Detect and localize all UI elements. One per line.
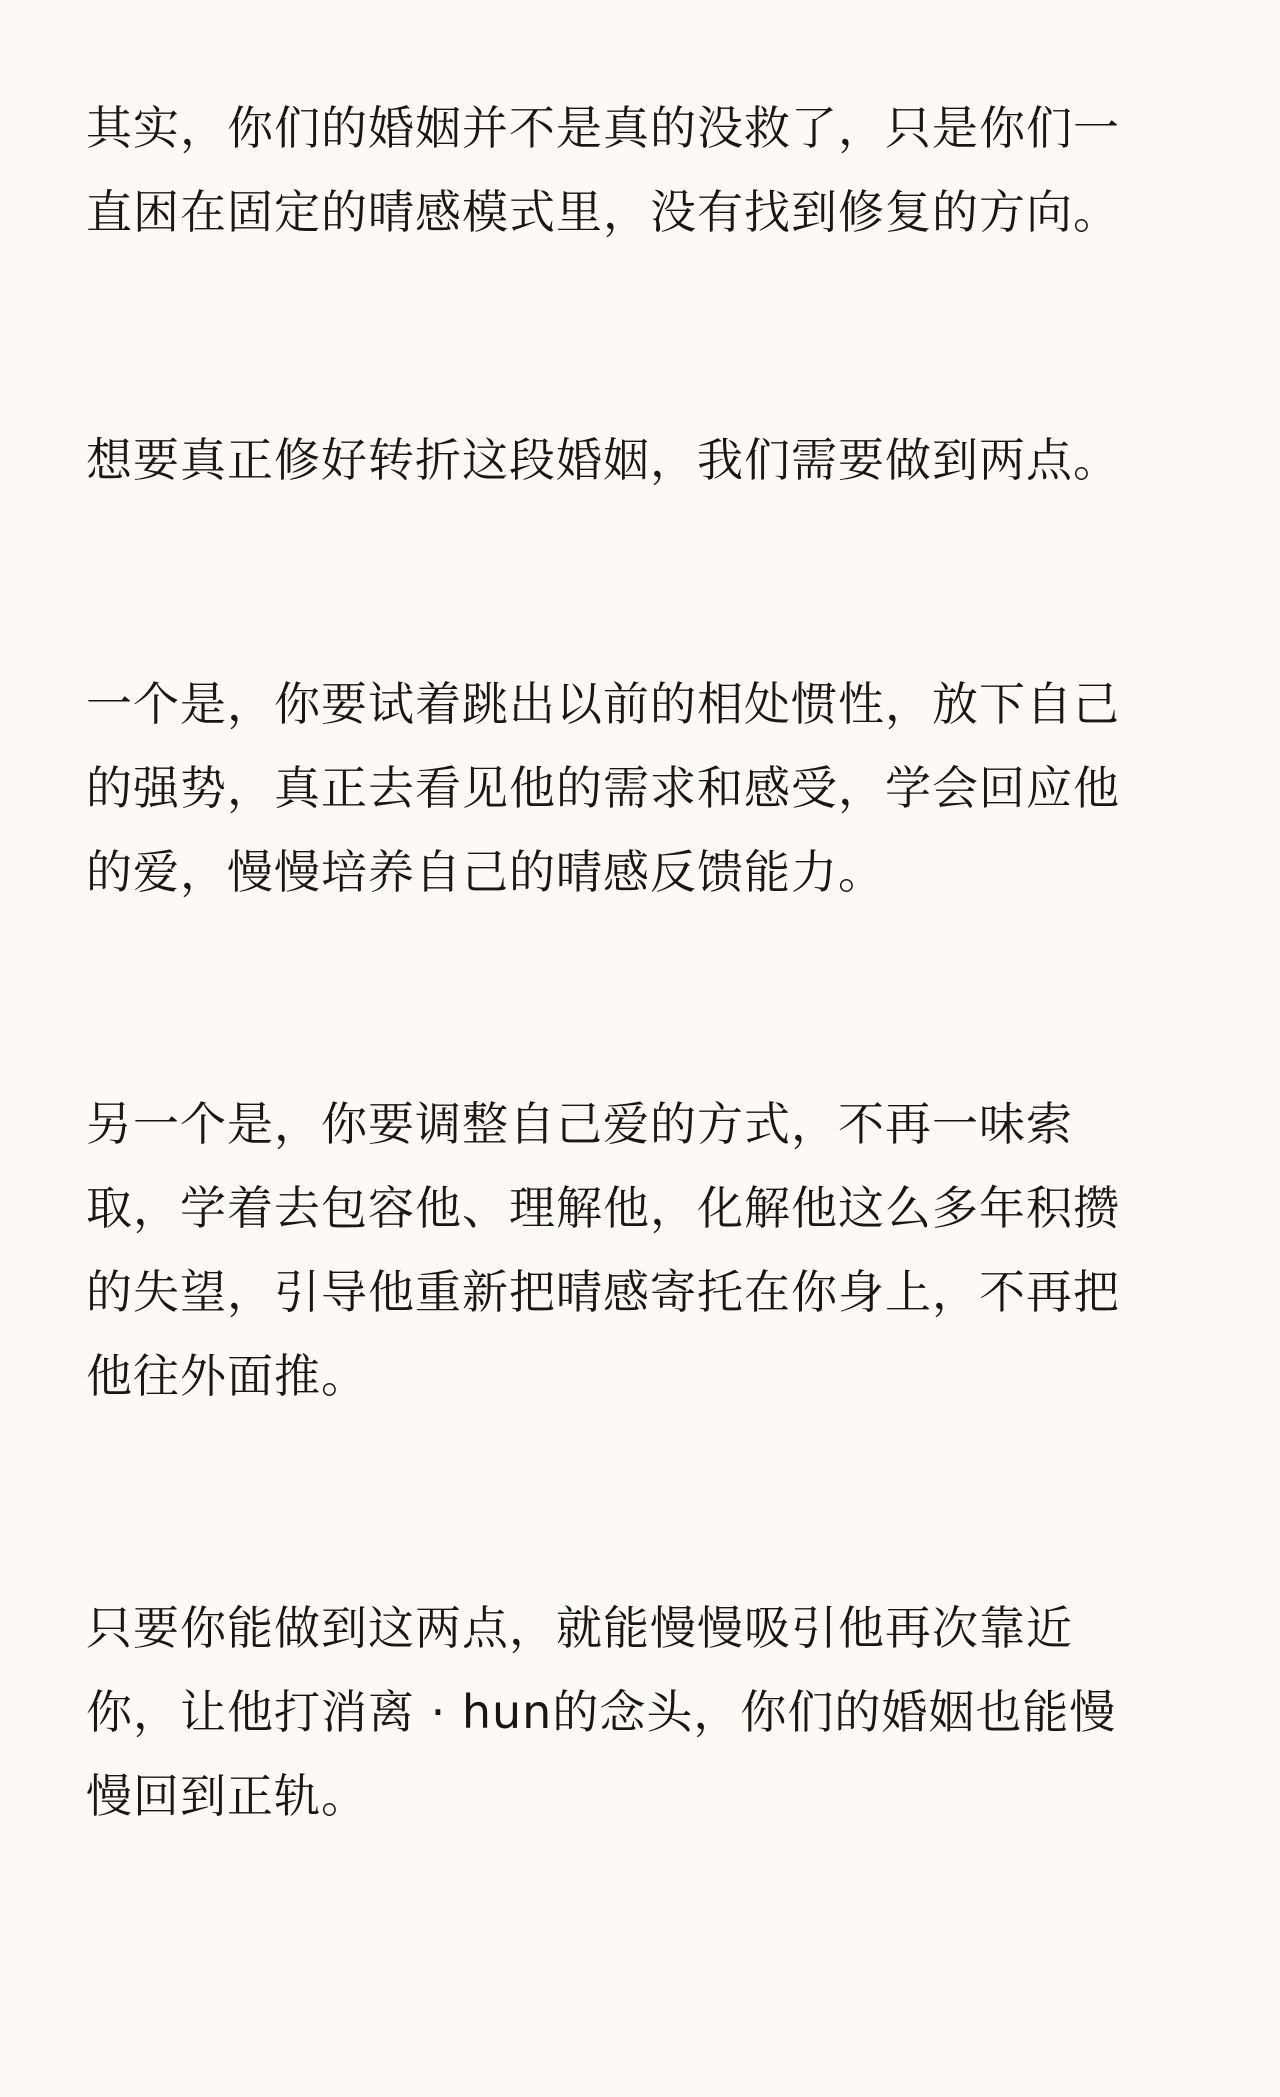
text-line: 慢回到正轨。	[86, 1769, 368, 1823]
paragraph-point-one	[86, 662, 1178, 914]
text-line: 一个是，你要试着跳出以前的相处惯性，放下自己	[86, 677, 1120, 731]
text-line: 其实，你们的婚姻并不是真的没救了，只是你们一	[86, 101, 1120, 155]
paragraph-point-two	[86, 1082, 1178, 1418]
text-line: 只要你能做到这两点，就能慢慢吸引他再次靠近	[86, 1601, 1073, 1655]
text-line: 的爱，慢慢培养自己的晴感反馈能力。	[86, 845, 885, 899]
text-line: 另一个是，你要调整自己爱的方式，不再一味索	[86, 1097, 1073, 1151]
text-line: 想要真正修好转折这段婚姻，我们需要做到两点。	[86, 433, 1120, 487]
text-line: 取，学着去包容他、理解他，化解他这么多年积攒	[86, 1181, 1120, 1235]
text-line: 的强势，真正去看见他的需求和感受，学会回应他	[86, 761, 1120, 815]
text-line: 的失望，引导他重新把晴感寄托在你身上，不再把	[86, 1265, 1120, 1319]
paragraph-intro	[86, 86, 1178, 254]
text-line: 你，让他打消离 · hun的念头，你们的婚姻也能慢	[86, 1685, 1117, 1739]
text-line: 他往外面推。	[86, 1349, 368, 1403]
paragraph-two-points	[86, 418, 1178, 502]
paragraph-conclusion	[86, 1586, 1178, 1838]
text-line: 直困在固定的晴感模式里，没有找到修复的方向。	[86, 185, 1120, 239]
